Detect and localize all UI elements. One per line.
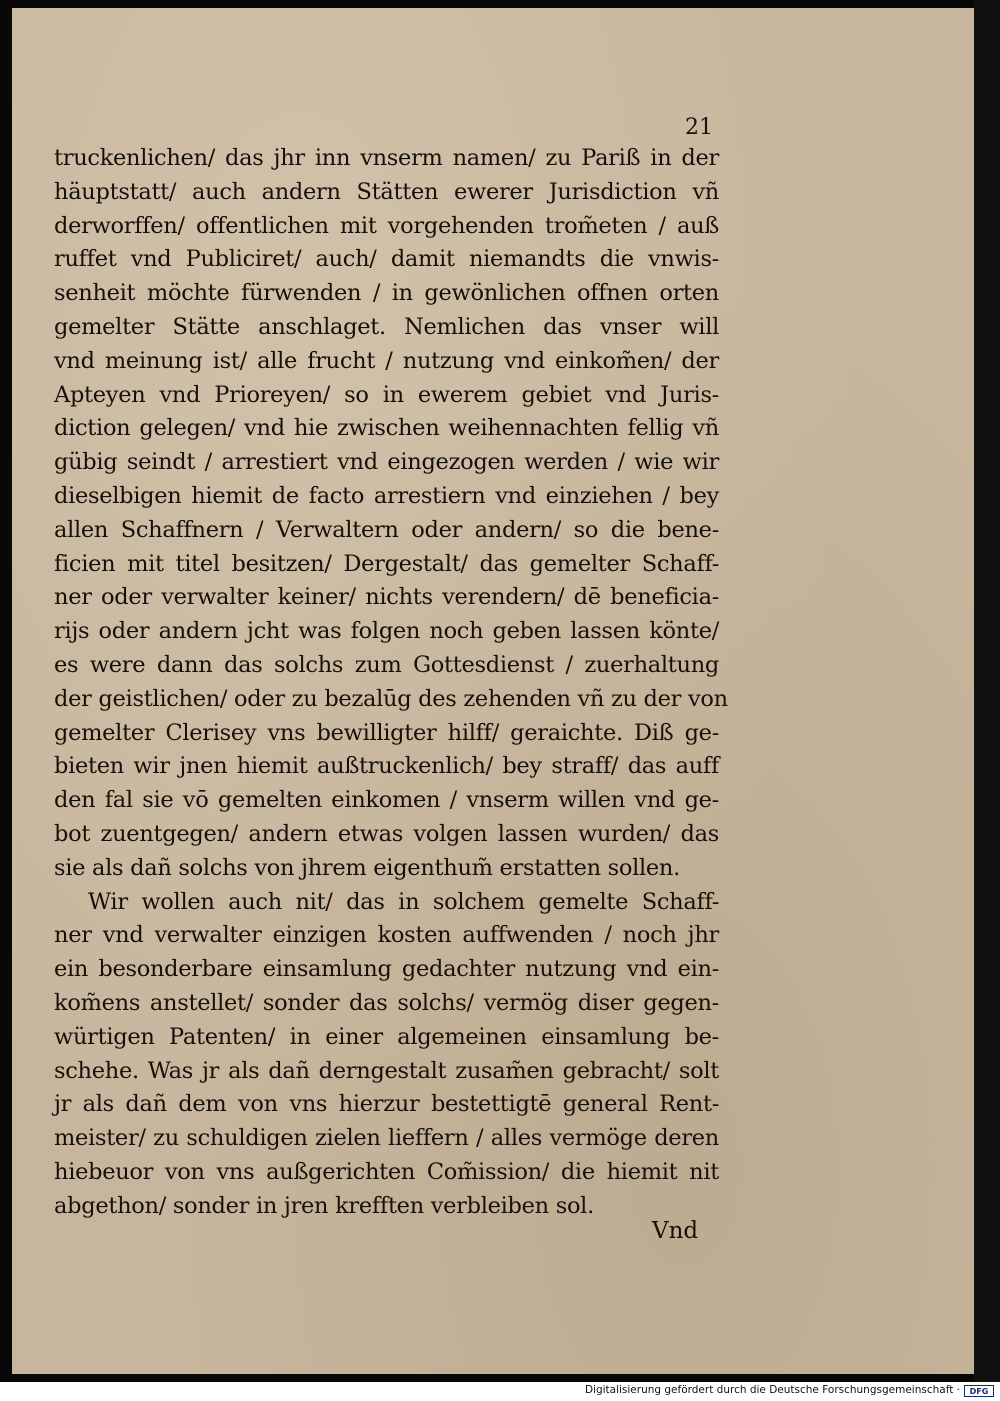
text-line: kom̃ens anstellet/ sonder das solchs/ vermög diser gegen- [54, 989, 719, 1016]
text-line: gemelter Stätte anschlaget. Nemlichen das vnser will [54, 313, 719, 340]
text-line: ein besonderbare einsamlung gedachter nutzung vnd ein- [54, 956, 719, 983]
dfg-logo: DFG [964, 1385, 994, 1397]
text-line: truckenlichen/ das jhr inn vnserm namen/ zu Pariß in der [54, 145, 719, 171]
text-line: es were dann das solchs zum Gottesdienst / zuerhaltung [54, 651, 719, 678]
text-line: Apteyen vnd Prioreyen/ so in ewerem gebiet vnd Juris- [54, 381, 719, 408]
text-line: häuptstatt/ auch andern Stätten ewerer Jurisdiction vñ [54, 178, 719, 205]
text-line: den fal sie vō gemelten einkomen / vnserm willen vnd ge- [54, 787, 719, 814]
funding-credit: Digitalisierung gefördert durch die Deutsche Forschungsgemeinschaft · [584, 1384, 960, 1396]
body-text [54, 142, 728, 1224]
text-line: gübig seindt / arrestiert vnd eingezogen werden / wie wir [54, 449, 719, 476]
footer-bar [0, 1382, 1000, 1401]
text-line: ruffet vnd Publiciret/ auch/ damit niemandts die vnwis- [54, 246, 719, 273]
page-number: 21 [685, 115, 713, 140]
text-line: würtigen Patenten/ in einer algemeinen einsamlung be- [54, 1023, 719, 1050]
text-line: Wir wollen auch nit/ das in solchem gemelte Schaff- [88, 888, 719, 915]
text-line: jr als dañ dem von vns hierzur bestettigtē general Rent- [54, 1091, 719, 1118]
scan-edge [974, 0, 1000, 1382]
text-line: rijs oder andern jcht was folgen noch geben lassen könte/ [54, 618, 719, 645]
text-line: derworffen/ offentlichen mit vorgehenden trom̃eten / auß [54, 212, 719, 239]
catchword: Vnd [652, 1218, 699, 1244]
text-line: vnd meinung ist/ alle frucht / nutzung vnd einkom̃en/ der [54, 347, 719, 374]
text-line: dieselbigen hiemit de facto arrestiern vnd einziehen / bey [54, 482, 719, 509]
text-line: hiebeuor von vns außgerichten Com̃ission/ die hiemit nit [54, 1158, 719, 1185]
text-line: allen Schaffnern / Verwaltern oder andern/ so die bene- [54, 516, 719, 543]
text-line: abgethon/ sonder in jren krefften verbleiben sol. [54, 1192, 594, 1219]
text-line: diction gelegen/ vnd hie zwischen weihennachten fellig vñ [54, 415, 719, 442]
text-line: ner oder verwalter keiner/ nichts verendern/ dē beneficia- [54, 584, 719, 611]
text-line: senheit möchte fürwenden / in gewönlichen offnen orten [54, 280, 719, 307]
text-line: gemelter Clerisey vns bewilligter hilff/ geraichte. Diß ge- [54, 719, 719, 746]
text-line: bot zuentgegen/ andern etwas volgen lassen wurden/ das [54, 820, 719, 847]
text-line: bieten wir jnen hiemit außtruckenlich/ bey straff/ das auff [54, 753, 719, 780]
text-line: sie als dañ solchs von jhrem eigenthum̃ erstatten sollen. [54, 854, 680, 881]
text-line: meister/ zu schuldigen zielen lieffern / alles vermöge deren [54, 1125, 719, 1152]
text-line: schehe. Was jr als dañ derngestalt zusam̃en gebracht/ solt [54, 1057, 719, 1084]
text-line: ficien mit titel besitzen/ Dergestalt/ das gemelter Schaff- [54, 550, 719, 577]
text-line: der geistlichen/ oder zu bezalūg des zehenden vñ zu der von [54, 685, 728, 712]
text-line: ner vnd verwalter einzigen kosten auffwenden / noch jhr [54, 922, 719, 949]
